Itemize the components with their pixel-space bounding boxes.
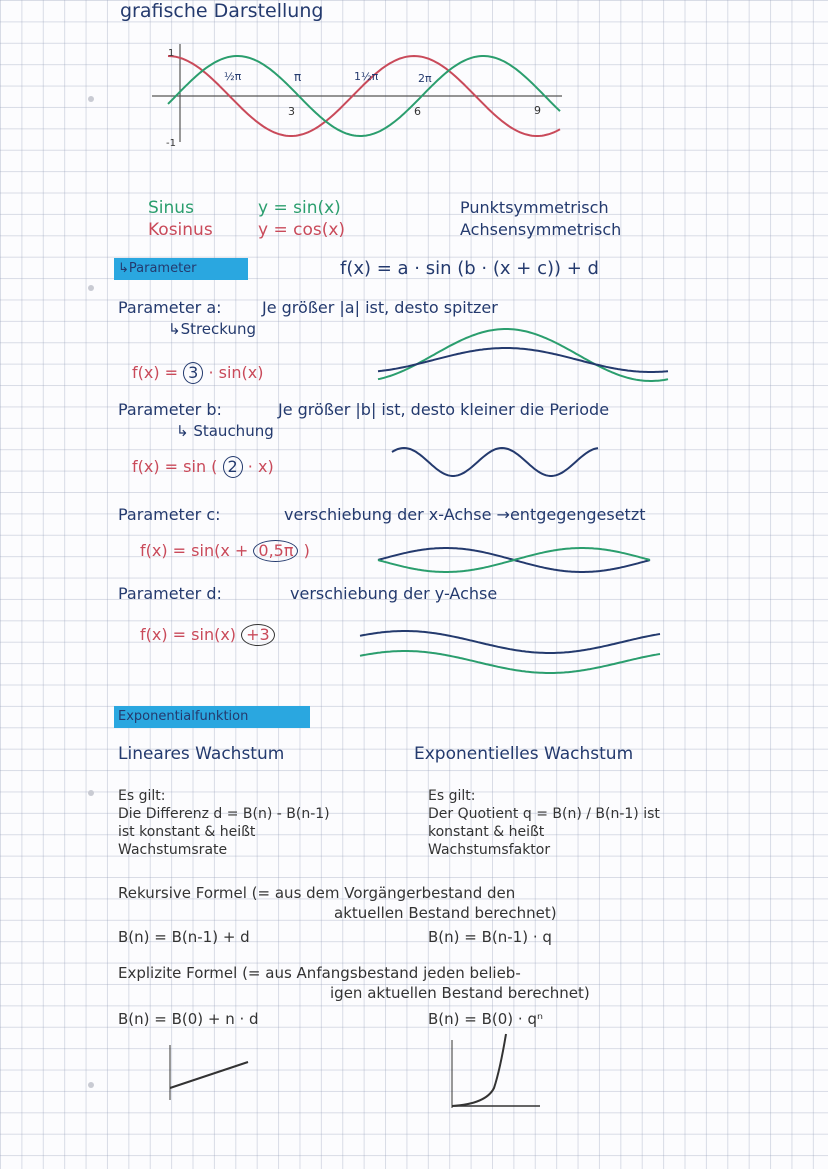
param-d-circled-value: +3 xyxy=(241,624,275,646)
param-d-sketch-navy xyxy=(360,631,660,653)
param-b-label: Parameter b: xyxy=(118,400,222,419)
param-b-sketch xyxy=(392,448,598,476)
sinus-property: Punktsymmetrisch xyxy=(460,198,609,217)
explicit-exp-formula: B(n) = B(0) · qⁿ xyxy=(428,1010,543,1028)
param-c-formula xyxy=(140,540,310,562)
linear-sketch-line xyxy=(170,1062,248,1088)
explicit-linear-formula: B(n) = B(0) + n · d xyxy=(118,1010,259,1028)
label-x-six: 6 xyxy=(414,105,421,118)
param-c-circled-value: 0,5π xyxy=(253,540,298,562)
label-y-one: 1 xyxy=(168,48,175,59)
param-d-label: Parameter d: xyxy=(118,584,222,603)
param-b-note: ↳ Stauchung xyxy=(176,422,274,440)
kosinus-property: Achsensymmetrisch xyxy=(460,220,622,239)
label-half-pi: ½π xyxy=(224,70,242,83)
exp-sketch-curve xyxy=(452,1034,506,1106)
param-b-circled-value: 2 xyxy=(223,456,243,478)
parameter-general-formula: f(x) = a · sin (b · (x + c)) + d xyxy=(340,258,599,279)
page-title: grafische Darstellung xyxy=(120,0,324,22)
param-d-formula xyxy=(140,624,275,646)
param-a-text: Je größer |a| ist, desto spitzer xyxy=(262,298,498,317)
linear-line-4: Wachstumsrate xyxy=(118,842,228,858)
param-b-formula-post: · x) xyxy=(247,457,274,476)
explicit-line-1: Explizite Formel (= aus Anfangsbestand jeden belieb- xyxy=(118,964,521,982)
exp-line-1: Es gilt: xyxy=(428,788,476,804)
exp-title: Exponentielles Wachstum xyxy=(414,744,634,764)
param-c-formula-post: ) xyxy=(303,541,310,560)
param-a-formula xyxy=(132,362,264,384)
label-two-pi: 2π xyxy=(418,72,432,85)
label-y-minus-one: -1 xyxy=(166,138,176,149)
exponential-header: Exponentialfunktion xyxy=(118,709,249,724)
param-a-sketch-navy xyxy=(378,348,668,372)
param-c-text: verschiebung der x-Achse →entgegengesetzt xyxy=(284,505,646,524)
label-x-nine: 9 xyxy=(534,104,541,117)
linear-title: Lineares Wachstum xyxy=(118,744,285,764)
param-a-label: Parameter a: xyxy=(118,298,222,317)
param-d-formula-pre: f(x) = sin(x) xyxy=(140,625,237,644)
param-c-formula-pre: f(x) = sin(x + xyxy=(140,541,249,560)
sinus-name: Sinus xyxy=(148,198,194,218)
recursive-line-1: Rekursive Formel (= aus dem Vorgängerbestand den xyxy=(118,884,516,902)
exp-line-3: konstant & heißt xyxy=(428,824,545,840)
param-b-formula-pre: f(x) = sin ( xyxy=(132,457,218,476)
linear-line-2: Die Differenz d = B(n) - B(n-1) xyxy=(118,806,330,822)
label-pi: π xyxy=(294,70,302,84)
exp-line-2: Der Quotient q = B(n) / B(n-1) ist xyxy=(428,806,660,822)
label-three-half-pi: 1½π xyxy=(354,70,379,83)
parameter-header: ↳Parameter xyxy=(118,261,197,276)
param-d-sketch-green xyxy=(360,651,660,673)
linear-line-3: ist konstant & heißt xyxy=(118,824,256,840)
param-d-text: verschiebung der y-Achse xyxy=(290,584,498,603)
kosinus-name: Kosinus xyxy=(148,220,213,240)
param-b-text: Je größer |b| ist, desto kleiner die Periode xyxy=(278,400,610,419)
exp-line-4: Wachstumsfaktor xyxy=(428,842,551,858)
param-a-formula-pre: f(x) = xyxy=(132,363,179,382)
param-c-sketch-green xyxy=(378,548,650,572)
kosinus-formula: y = cos(x) xyxy=(258,220,346,240)
recursive-exp-formula: B(n) = B(n-1) · q xyxy=(428,928,552,946)
linear-line-1: Es gilt: xyxy=(118,788,166,804)
label-x-three: 3 xyxy=(288,105,295,118)
explicit-line-2: igen aktuellen Bestand berechnet) xyxy=(330,984,590,1002)
recursive-linear-formula: B(n) = B(n-1) + d xyxy=(118,928,250,946)
recursive-line-2: aktuellen Bestand berechnet) xyxy=(334,904,557,922)
param-a-circled-value: 3 xyxy=(183,362,203,384)
param-a-formula-post: · sin(x) xyxy=(208,363,264,382)
param-b-formula xyxy=(132,456,274,478)
param-c-label: Parameter c: xyxy=(118,505,221,524)
param-a-note: ↳Streckung xyxy=(168,320,257,338)
param-a-sketch-green xyxy=(378,329,668,381)
sinus-formula: y = sin(x) xyxy=(258,198,341,218)
